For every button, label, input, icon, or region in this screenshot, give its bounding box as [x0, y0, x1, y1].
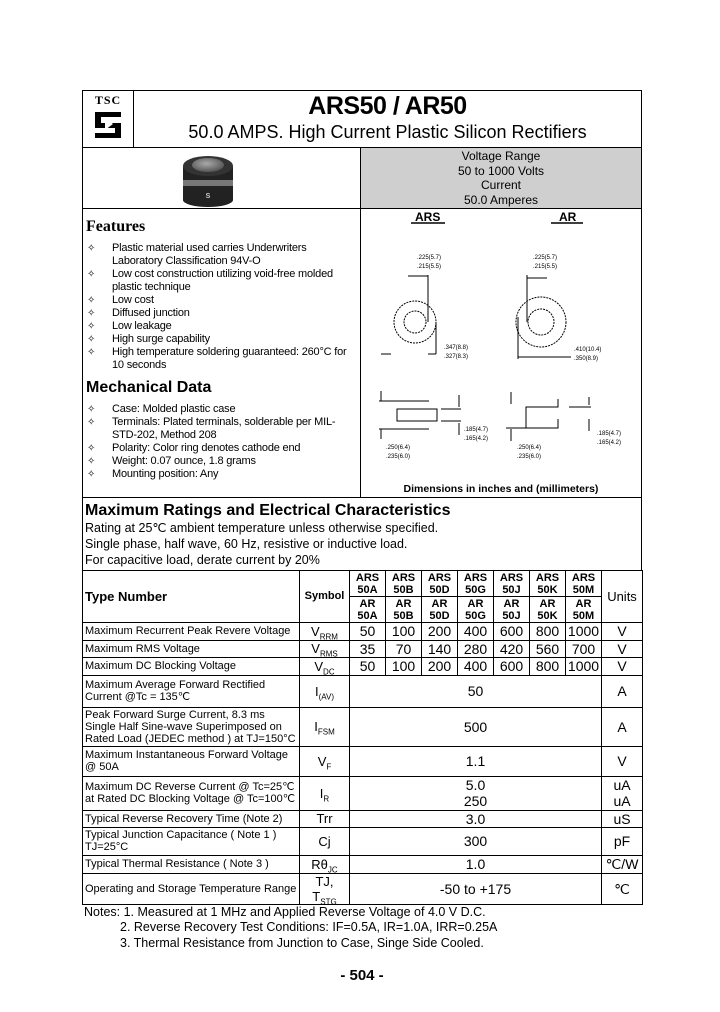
svg-text:.215(5.5): .215(5.5) [533, 264, 558, 270]
value-cell: 140 [422, 640, 458, 658]
value-cell: 1.1 [350, 746, 602, 776]
parameter-name: Typical Junction Capacitance ( Note 1 ) TJ=25°C [83, 827, 300, 855]
table-row [83, 855, 643, 873]
parameter-name: Maximum RMS Voltage [83, 640, 300, 658]
table-row [83, 810, 643, 827]
unit: pF [602, 827, 643, 855]
electrical-characteristics-table [82, 570, 643, 905]
ar-part-header: AR 50J [494, 597, 530, 623]
part-subtitle: 50.0 AMPS. High Current Plastic Silicon Rectifiers [188, 122, 587, 142]
parameter-name: Operating and Storage Temperature Range [83, 873, 300, 904]
ratings-summary [360, 147, 642, 209]
feature-item: ✧ High surge capability [87, 333, 210, 345]
ar-part-header: AR 50B [386, 597, 422, 623]
value-cell: 5.0 250 [350, 776, 602, 810]
parameter-name: Maximum DC Reverse Current @ Tc=25℃ at Rated DC Blocking Voltage @ Tc=100℃ [83, 776, 300, 810]
value-cell: 200 [422, 658, 458, 676]
table-row [83, 623, 643, 641]
value-cell: 3.0 [350, 810, 602, 827]
tsc-logo-icon [91, 108, 125, 142]
page-number: - 504 - [340, 967, 384, 984]
value-cell: 1000 [566, 658, 602, 676]
symbol: TJ, $T_{STG}$ [300, 873, 350, 904]
value-cell: 35 [350, 640, 386, 658]
value-cell: 1.0 [350, 855, 602, 873]
ars-part-header: ARS 50B [386, 571, 422, 597]
ars-part-header: ARS 50K [530, 571, 566, 597]
unit: uS [602, 810, 643, 827]
table-row [83, 675, 643, 707]
symbol: $V_{DC}$ [300, 658, 350, 676]
symbol: $I_{FSM}$ [300, 707, 350, 746]
ars-part-header: ARS 50A [350, 571, 386, 597]
rating-note: Single phase, half wave, 60 Hz, resistive or inductive load. [85, 537, 408, 551]
table-row [83, 873, 643, 904]
svg-text:.235(6.0): .235(6.0) [386, 454, 411, 460]
type-number-header: Type Number [83, 571, 300, 623]
company-logo [82, 90, 134, 148]
mechanical-item: ✧ Terminals: Plated terminals, solderable per MIL-STD-202, Method 208 [87, 416, 336, 441]
mechanical-item: ✧ Polarity: Color ring denotes cathode end [87, 442, 301, 454]
unit: V [602, 623, 643, 641]
value-cell: -50 to +175 [350, 873, 602, 904]
feature-item: ✧ High temperature soldering guaranteed: 260°C for 10 seconds [87, 346, 347, 371]
voltage-range-label: Voltage Range [461, 149, 541, 163]
svg-text:.347(8.8): .347(8.8) [444, 345, 469, 351]
symbol: Trr [300, 810, 350, 827]
note-3: 3. Thermal Resistance from Junction to Case, Singe Side Cooled. [120, 935, 484, 950]
symbol: $V_{RRM}$ [300, 623, 350, 641]
feature-item: ✧ Low cost [87, 294, 154, 306]
ars-part-header: ARS 50M [566, 571, 602, 597]
notes [82, 905, 642, 952]
symbol: $I_{(AV)}$ [300, 675, 350, 707]
value-cell: 100 [386, 658, 422, 676]
mechanical-item: ✧ Weight: 0.07 ounce, 1.8 grams [87, 455, 256, 467]
value-cell: 600 [494, 658, 530, 676]
svg-text:.215(5.5): .215(5.5) [417, 264, 442, 270]
unit: A [602, 707, 643, 746]
table-row [83, 776, 643, 810]
ar-part-header: AR 50G [458, 597, 494, 623]
value-cell: 1000 [566, 623, 602, 641]
value-cell: 700 [566, 640, 602, 658]
value-cell: 70 [386, 640, 422, 658]
value-cell: 50 [350, 658, 386, 676]
unit: ℃/W [602, 855, 643, 873]
symbol-header: Symbol [300, 571, 350, 623]
parameter-name: Maximum Recurrent Peak Revere Voltage [83, 623, 300, 641]
ratings-heading: Maximum Ratings and Electrical Characteristics [85, 502, 451, 519]
value-cell: 600 [494, 623, 530, 641]
feature-item: ✧ Low cost construction utilizing void-free molded plastic technique [87, 268, 333, 293]
unit: V [602, 658, 643, 676]
table-row [83, 746, 643, 776]
ars-part-header: ARS 50G [458, 571, 494, 597]
parameter-name: Typical Reverse Recovery Time (Note 2) [83, 810, 300, 827]
ratings-intro [82, 497, 642, 570]
svg-text:.165(4.2): .165(4.2) [464, 436, 489, 442]
feature-item: ✧ Plastic material used carries Underwriters Laboratory Classification 94V-O [87, 242, 307, 267]
symbol: $V_{RMS}$ [300, 640, 350, 658]
title-block [133, 90, 642, 148]
unit: V [602, 640, 643, 658]
ars-part-header: ARS 50D [422, 571, 458, 597]
parameter-name: Typical Thermal Resistance ( Note 3 ) [83, 855, 300, 873]
value-cell: 280 [458, 640, 494, 658]
mechanical-list [86, 403, 356, 481]
value-cell: 800 [530, 658, 566, 676]
unit: uA uA [602, 776, 643, 810]
ars-label: ARS [415, 210, 441, 224]
svg-text:.235(6.0): .235(6.0) [517, 454, 542, 460]
unit: ℃ [602, 873, 643, 904]
table-row [83, 707, 643, 746]
package-marking: S [205, 193, 211, 200]
value-cell: 500 [350, 707, 602, 746]
value-cell: 420 [494, 640, 530, 658]
product-image-cell [82, 147, 361, 209]
voltage-range-value: 50 to 1000 Volts [457, 163, 545, 178]
rating-note: Rating at 25℃ ambient temperature unless otherwise specified. [85, 521, 439, 535]
svg-text:.410(10.4): .410(10.4) [574, 347, 602, 353]
parameter-name: Maximum Average Forward Rectified Current @Tc = 135℃ [83, 675, 300, 707]
svg-text:.225(5.7): .225(5.7) [533, 255, 558, 261]
value-cell: 100 [386, 623, 422, 641]
rating-note: For capacitive load, derate current by 20% [85, 553, 320, 567]
feature-item: ✧ Low leakage [87, 320, 172, 332]
unit: V [602, 746, 643, 776]
value-cell: 200 [422, 623, 458, 641]
feature-item: ✧ Diffused junction [87, 307, 190, 319]
units-header: Units [602, 571, 643, 623]
mechanical-item: ✧ Mounting position: Any [87, 468, 219, 480]
symbol: $I_R$ [300, 776, 350, 810]
value-cell: 560 [530, 640, 566, 658]
symbol: $V_F$ [300, 746, 350, 776]
logo-text: TSC [94, 93, 122, 107]
value-cell: 50 [350, 623, 386, 641]
svg-text:.185(4.7): .185(4.7) [597, 431, 622, 437]
ar-part-header: AR 50A [350, 597, 386, 623]
table-row [83, 640, 643, 658]
package-outline-diagram [361, 209, 641, 497]
value-cell: 400 [458, 658, 494, 676]
mechanical-item: ✧ Case: Molded plastic case [87, 403, 236, 415]
table-row [83, 827, 643, 855]
features-section [82, 208, 361, 498]
note-1: Notes: 1. Measured at 1 MHz and Applied Reverse Voltage of 4.0 V D.C. [84, 904, 486, 919]
value-cell: 300 [350, 827, 602, 855]
svg-text:.185(4.7): .185(4.7) [464, 427, 489, 433]
note-2: 2. Reverse Recovery Test Conditions: IF=0.5A, IR=1.0A, IRR=0.25A [120, 920, 498, 934]
rectifier-package-image [83, 148, 362, 210]
features-list [86, 242, 356, 372]
current-label: Current [480, 178, 521, 192]
ar-part-header: AR 50K [530, 597, 566, 623]
features-heading: Features [86, 218, 146, 235]
svg-text:.225(5.7): .225(5.7) [417, 255, 442, 261]
ar-label: AR [559, 210, 577, 224]
mechanical-heading: Mechanical Data [86, 379, 212, 396]
parameter-name: Maximum Instantaneous Forward Voltage @ 50A [83, 746, 300, 776]
dimensions-drawing [360, 208, 642, 498]
svg-text:.350(8.9): .350(8.9) [574, 356, 599, 362]
dimensions-caption: Dimensions in inches and (millimeters) [403, 483, 599, 495]
parameter-name: Peak Forward Surge Current, 8.3 ms Single Half Sine-wave Superimposed on Rated Load (JEDEC method ) at TJ=150°C [83, 707, 300, 746]
svg-text:.250(6.4): .250(6.4) [517, 445, 542, 451]
unit: A [602, 675, 643, 707]
symbol: $R\theta_{JC}$ [300, 855, 350, 873]
svg-text:.250(6.4): .250(6.4) [386, 445, 411, 451]
value-cell: 400 [458, 623, 494, 641]
table-row [83, 658, 643, 676]
ar-part-header: AR 50M [566, 597, 602, 623]
svg-text:.165(4.2): .165(4.2) [597, 440, 622, 446]
parameter-name: Maximum DC Blocking Voltage [83, 658, 300, 676]
value-cell: 800 [530, 623, 566, 641]
ars-part-header: ARS 50J [494, 571, 530, 597]
svg-text:.327(8.3): .327(8.3) [444, 354, 469, 360]
ratings-and-table-section [82, 497, 642, 995]
symbol: Cj [300, 827, 350, 855]
ar-part-header: AR 50D [422, 597, 458, 623]
current-value: 50.0 Amperes [463, 192, 539, 207]
value-cell: 50 [350, 675, 602, 707]
part-title: ARS50 / AR50 [308, 92, 467, 120]
